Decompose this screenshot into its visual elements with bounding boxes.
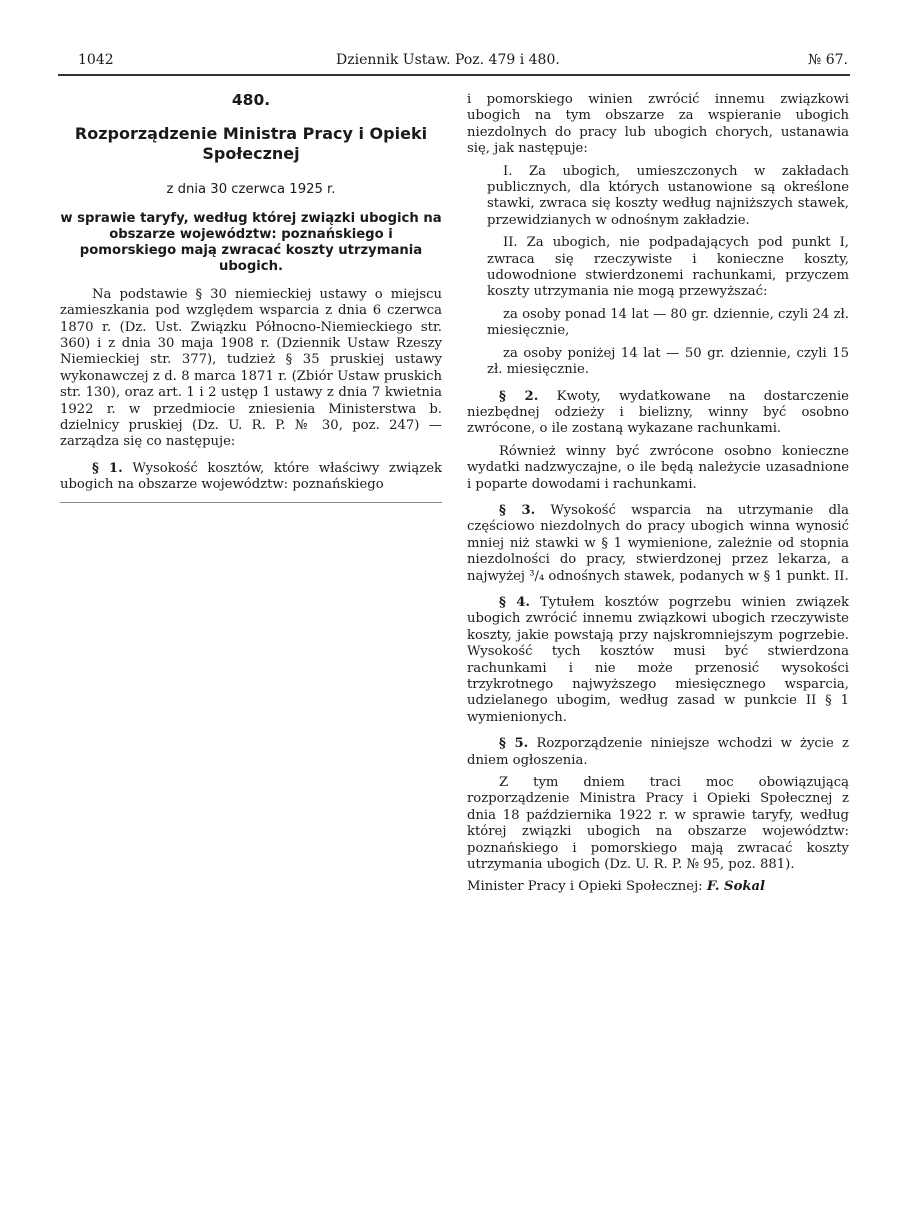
rate-under-14: za osoby poniżej 14 lat — 50 gr. dziennie, czyli 15 zł. miesięcznie. xyxy=(487,345,849,378)
paragraph-5-text-2: Z tym dniem traci moc obowiązującą rozporządzenie Ministra Pracy i Opieki Społecznej z dnia 18 października 1922 r. w sprawie taryfy, według której związki ubogich na obszarze województw: poznańskiego i pomorskiego mają zwracać koszty utrzymania ubogich (Dz. U. R. P. № 95, poz. 881). xyxy=(467,775,849,873)
paragraph-4-text: Tytułem kosztów pogrzebu winien związek ubogich zwrócić innemu związkowi ubogich rzeczywiste koszty, jakie powstają przy najskromniejszym pogrzebie. Wysokość tych kosztów musi być stwierdzona rachunkami i nie może przenosić wysokości trzykrotnego najwyższego miesięcznego wsparcia, udzielanego ubogim, według zasad w punkcie II § 1 wymienionych. xyxy=(467,594,850,725)
regulation-subject: w sprawie taryfy, według której związki ubogich na obszarze województw: poznańskiego i pomorskiego mają zwracać koszty utrzymania ubogich. xyxy=(60,210,442,274)
paragraph-1 xyxy=(60,461,442,494)
journal-title: Dziennik Ustaw. Poz. 479 i 480. xyxy=(336,52,560,68)
signature xyxy=(467,879,849,895)
paragraph-1-label: § 1. xyxy=(92,460,123,476)
header-rule xyxy=(58,74,850,76)
paragraph-2-text-2: Również winny być zwrócone osobno konieczne wydatki nadzwyczajne, o ile będą należycie uzasadnione i poparte dowodami i rachunkami. xyxy=(467,443,849,492)
signature-role: Minister Pracy i Opieki Społecznej: xyxy=(467,879,703,895)
preamble: Na podstawie § 30 niemieckiej ustawy o miejscu zamieszkania pod względem wsparcia z dnia 6 czerwca 1870 r. (Dz. Ust. Związku Północno-Niemieckiego str. 360) i z dnia 30 maja 1908 r. (Dziennik Ustaw Rzeszy Niemieckiej str. 377), tudzież § 35 pruskiej ustawy wykonawczej z d. 8 marca 1871 r. (Zbiór Ustaw pruskich str. 130), oraz art. 1 i 2 ustęp 1 ustawy z dnia 7 kwietnia 1922 r. w przedmiocie zniesienia Ministerstwa b. dzielnicy pruskiej (Dz. U. R. P. № 30, poz. 247) — zarządza się co następuje: xyxy=(60,286,442,450)
point-1: I. Za ubogich, umieszczonych w zakładach publicznych, dla których ustanowione są określone stawki, zwraca się koszty według najniższych stawek, przewidzianych w odnośnym zakładzie. xyxy=(487,163,849,228)
paragraph-3-text: Wysokość wsparcia na utrzymanie dla częściowo niezdolnych do pracy ubogich winna wynosić mniej niż stawki w § 1 wymienione, zależnie od stopnia niezdolności do pracy, stwierdzonej przez lekarza, a najwyżej ³/₄ odnośnych stawek, podanych w § 1 punkt. II. xyxy=(467,502,849,584)
paragraph-3 xyxy=(467,503,849,585)
issue-number: № 67. xyxy=(808,52,848,68)
paragraph-5-label: § 5. xyxy=(499,736,529,752)
paragraph-2-label: § 2. xyxy=(499,388,539,404)
page-number: 1042 xyxy=(78,52,114,68)
regulation-title: Rozporządzenie Ministra Pracy i Opieki Społecznej xyxy=(74,124,428,164)
left-column xyxy=(60,92,442,500)
right-column xyxy=(467,92,849,902)
paragraph-2 xyxy=(467,389,849,438)
regulation-date: z dnia 30 czerwca 1925 r. xyxy=(166,182,336,198)
paragraph-5-text: Rozporządzenie niniejsze wchodzi w życie z dniem ogłoszenia. xyxy=(467,736,849,768)
point-2: II. Za ubogich, nie podpadających pod punkt I, zwraca się rzeczywiste i konieczne koszty, udowodnione stwierdzonemi rachunkami, przyczem koszty utrzymania nie mogą przewyższać: xyxy=(487,235,849,300)
paragraph-4-label: § 4. xyxy=(499,594,531,610)
paragraph-4 xyxy=(467,595,849,726)
paragraph-3-label: § 3. xyxy=(499,502,536,518)
page-header xyxy=(66,52,848,74)
column-end-rule xyxy=(60,502,442,503)
rate-over-14: za osoby ponad 14 lat — 80 gr. dziennie, czyli 24 zł. miesięcznie, xyxy=(487,306,849,339)
paragraph-1-continuation: i pomorskiego winien zwrócić innemu związkowi ubogich na tym obszarze za wspieranie ubogich niezdolnych do pracy lub ubogich chorych, ustanawia się, jak następuje: xyxy=(467,92,849,157)
signature-name: F. Sokal xyxy=(706,879,766,895)
paragraph-5 xyxy=(467,736,849,769)
paragraph-1-text: Wysokość kosztów, które właściwy związek ubogich na obszarze województw: poznańskiego xyxy=(60,460,442,493)
item-number: 480. xyxy=(231,91,271,109)
paragraph-2-text: Kwoty, wydatkowane na dostarczenie niezbędnej odzieży i bielizny, winny być osobno zwrócone, o ile zostaną wykazane rachunkami. xyxy=(467,388,849,437)
